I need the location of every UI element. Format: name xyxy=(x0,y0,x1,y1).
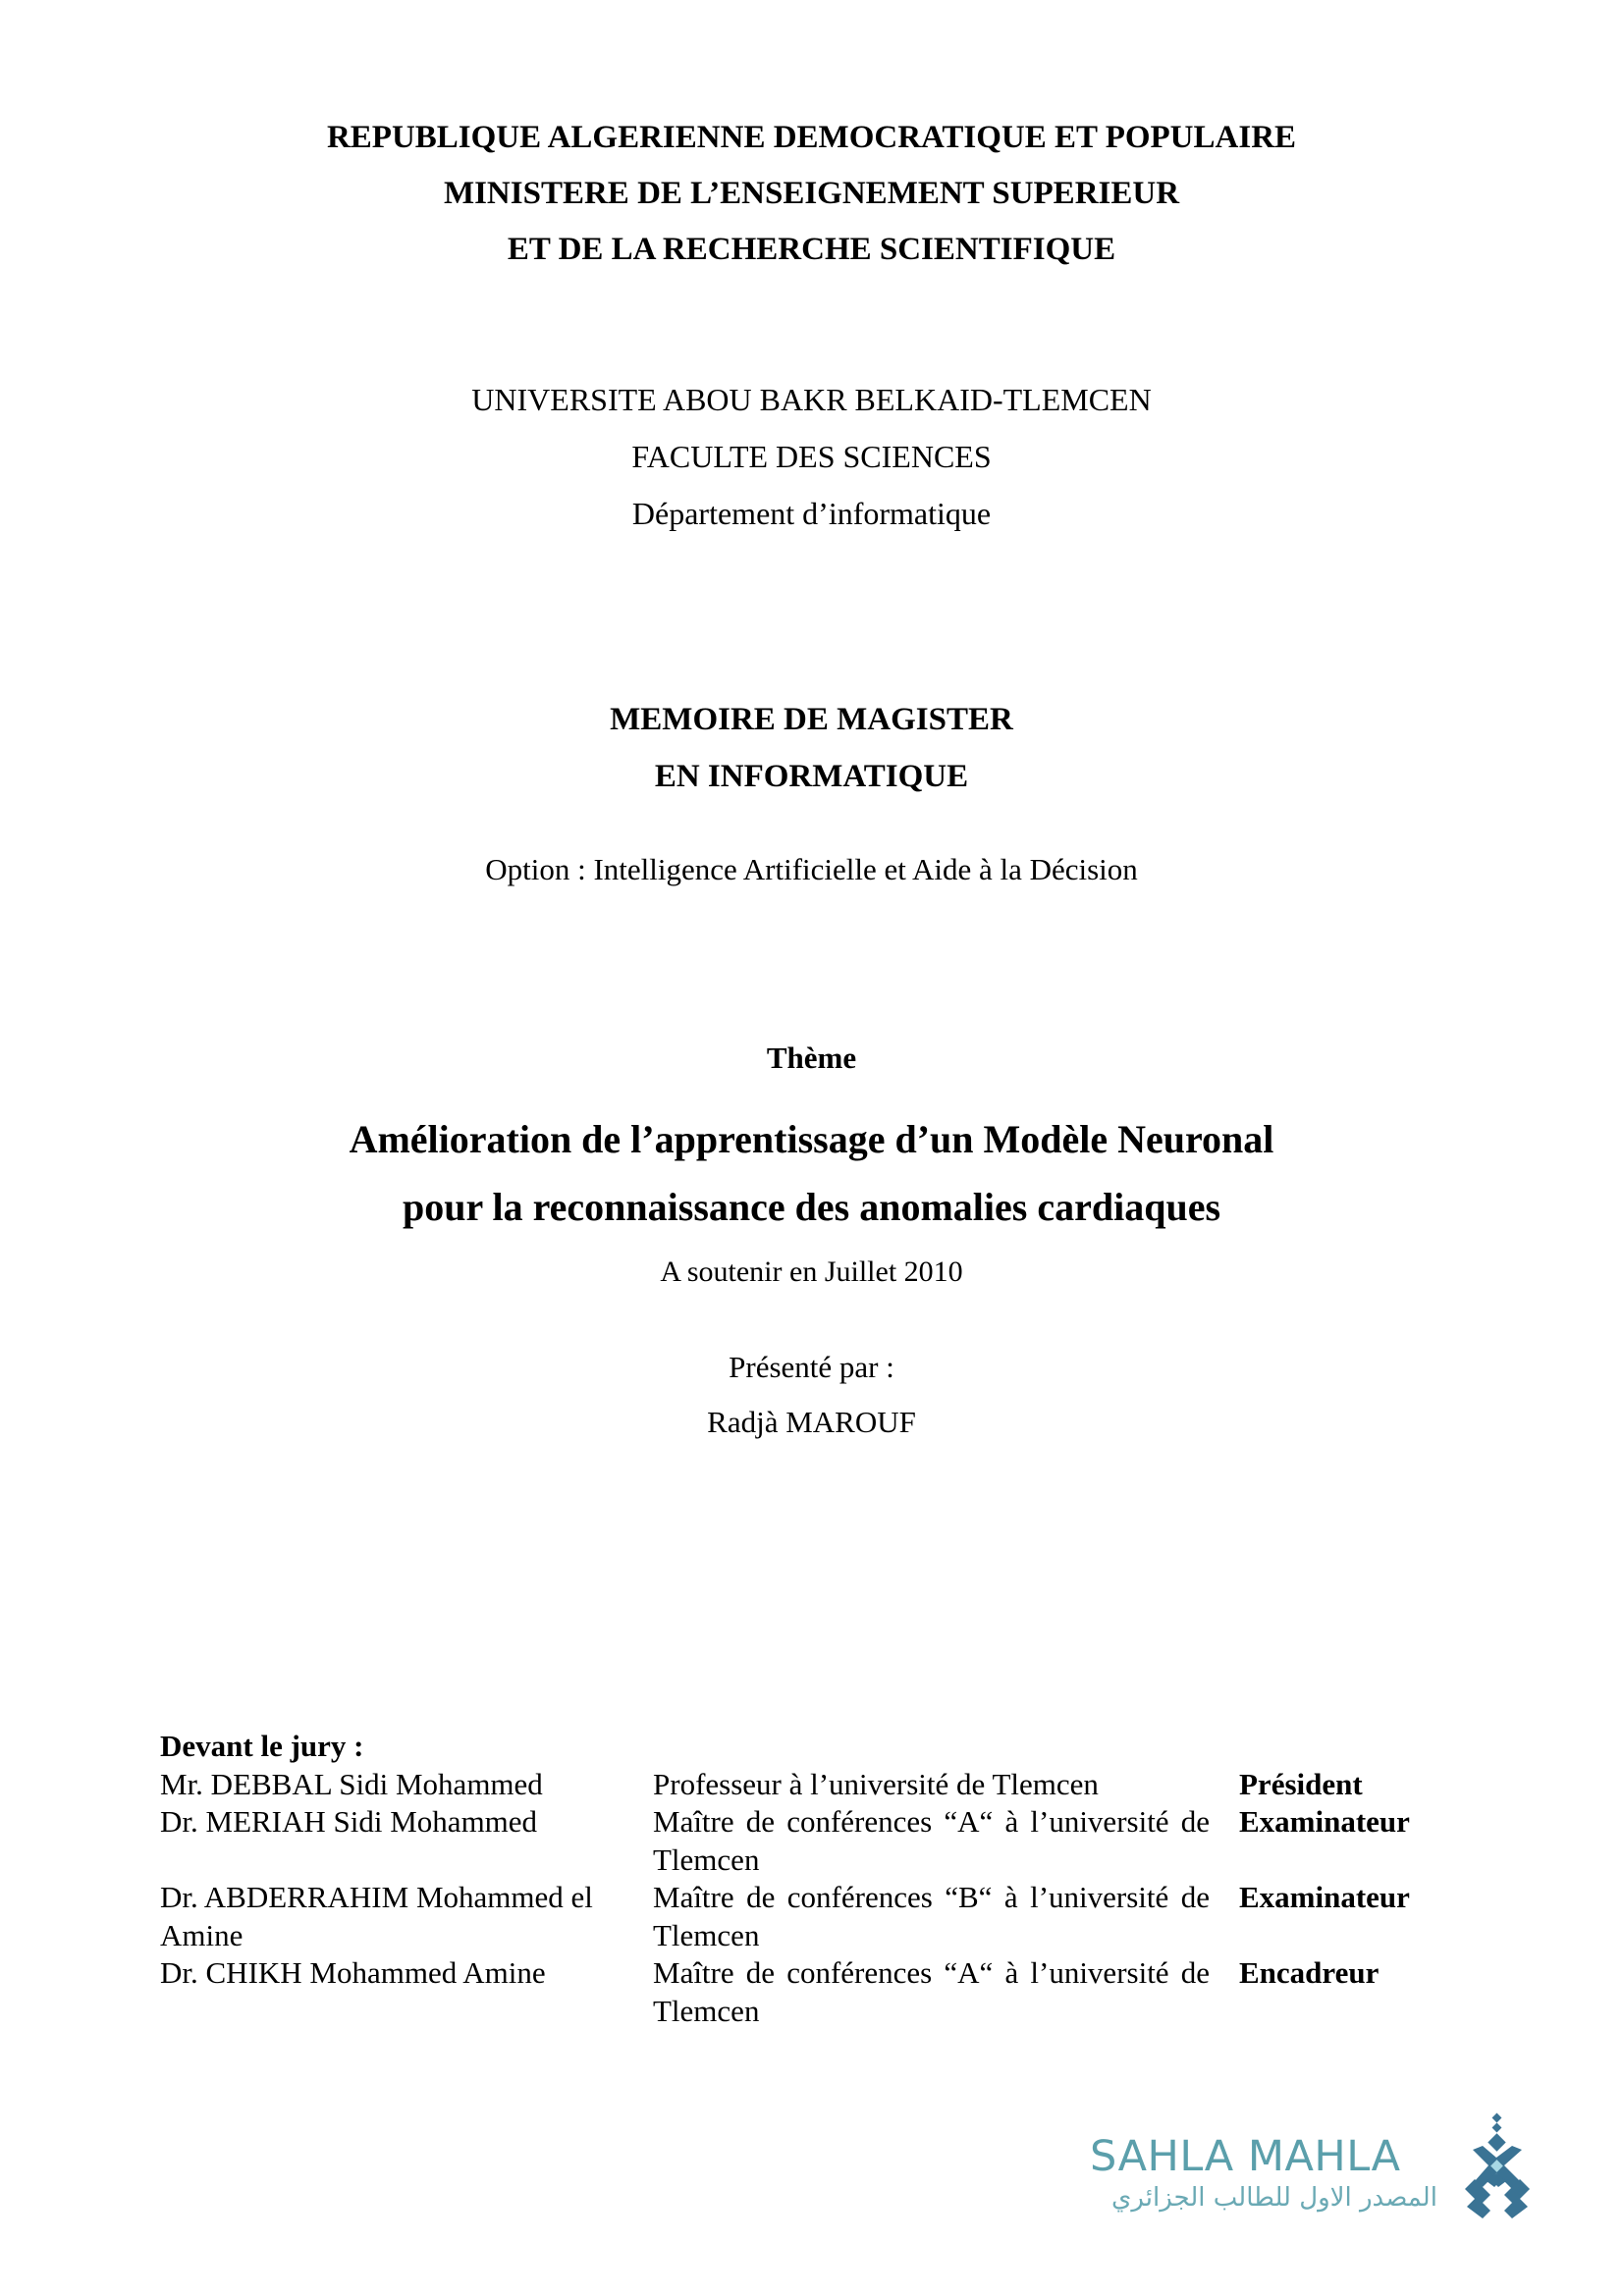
presented-by-label: Présenté par : xyxy=(729,1350,894,1384)
jury-member-name: Dr. MERIAH Sidi Mohammed xyxy=(160,1804,538,1839)
jury-heading: Devant le jury : xyxy=(160,1729,364,1763)
jury-member-row xyxy=(160,1766,1436,1804)
jury-member-role: Examinateur xyxy=(1239,1880,1410,1914)
defense-date: A soutenir en Juillet 2010 xyxy=(660,1255,963,1288)
jury-member-title: Maître de conférences “A“ à l’université de Tlemcen xyxy=(653,1955,1210,2028)
jury-member-row xyxy=(160,1803,1436,1879)
jury-member-title: Maître de conférences “B“ à l’université de Tlemcen xyxy=(653,1880,1210,1952)
jury-member-title: Maître de conférences “A“ à l’université de Tlemcen xyxy=(653,1804,1210,1877)
jury-member-name: Dr. ABDERRAHIM Mohammed el Amine xyxy=(160,1880,593,1952)
jury-member-role: Examinateur xyxy=(1239,1804,1410,1839)
jury-section xyxy=(160,1728,1436,2030)
university-name: UNIVERSITE ABOU BAKR BELKAID-TLEMCEN xyxy=(471,382,1152,417)
jury-member-row xyxy=(160,1879,1436,1954)
degree-field: EN INFORMATIQUE xyxy=(654,759,969,794)
jury-member-name: Dr. CHIKH Mohammed Amine xyxy=(160,1955,546,1990)
calligraphy-logo-icon xyxy=(1461,2112,1535,2220)
watermark-brand: SAHLA MAHLA xyxy=(1090,2132,1401,2181)
jury-member-role: Président xyxy=(1239,1766,1363,1801)
thesis-title-line1: Amélioration de l’apprentissage d’un Modèle Neuronal xyxy=(349,1117,1274,1161)
author-name: Radjà MAROUF xyxy=(707,1405,916,1439)
faculty-name: FACULTE DES SCIENCES xyxy=(631,439,992,474)
watermark-tagline: المصدر الاول للطالب الجزائري xyxy=(1111,2183,1437,2213)
department-name: Département d’informatique xyxy=(631,496,992,531)
degree-option: Option : Intelligence Artificielle et Aide à la Décision xyxy=(485,852,1138,886)
jury-member-title: Professeur à l’université de Tlemcen xyxy=(653,1766,1099,1801)
jury-member-name: Mr. DEBBAL Sidi Mohammed xyxy=(160,1766,543,1801)
ministry-heading-cont: ET DE LA RECHERCHE SCIENTIFIQUE xyxy=(507,232,1116,267)
jury-member-row xyxy=(160,1954,1436,2030)
degree-title: MEMOIRE DE MAGISTER xyxy=(610,702,1013,737)
theme-label: Thème xyxy=(766,1041,857,1075)
jury-member-role: Encadreur xyxy=(1239,1955,1380,1990)
republic-heading: REPUBLIQUE ALGERIENNE DEMOCRATIQUE ET POPULAIRE xyxy=(326,120,1297,155)
ministry-heading: MINISTERE DE L’ENSEIGNEMENT SUPERIEUR xyxy=(443,176,1180,211)
sahla-mahla-watermark xyxy=(1088,2110,1540,2223)
thesis-title-line2: pour la reconnaissance des anomalies cardiaques xyxy=(402,1185,1221,1229)
